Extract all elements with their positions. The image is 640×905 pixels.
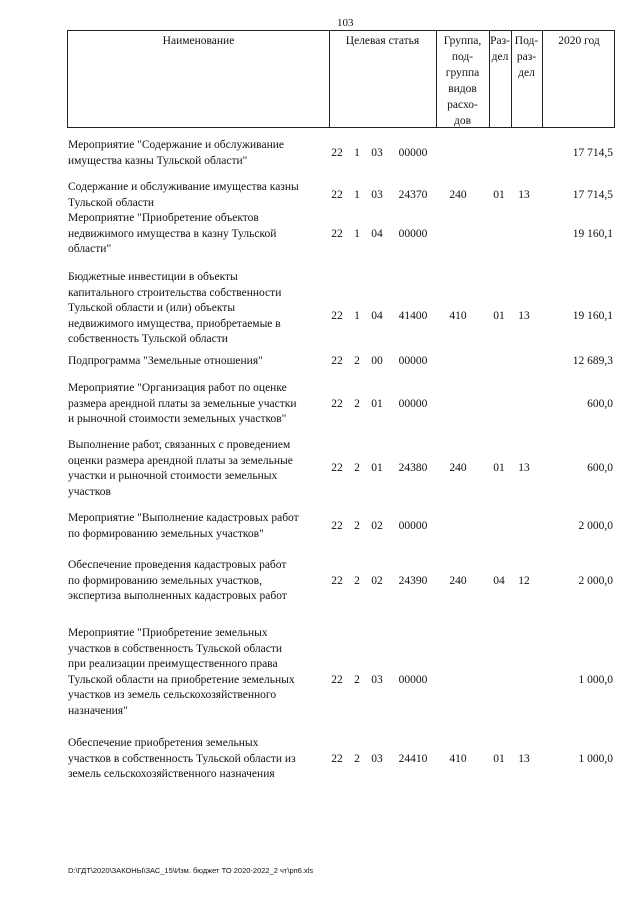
target-code-1: 22 bbox=[331, 574, 343, 587]
target-code-1: 22 bbox=[331, 462, 343, 475]
row-name-line: области" bbox=[68, 243, 112, 255]
target-code-4: 41400 bbox=[398, 309, 428, 322]
row-name-line: Тульской области и (или) объекты bbox=[68, 302, 236, 314]
row-name bbox=[68, 180, 326, 211]
row-name-line: капитального строительства собственности bbox=[68, 286, 282, 299]
target-code-2: 2 bbox=[354, 574, 360, 587]
section-code: 01 bbox=[493, 309, 505, 322]
section-code: 01 bbox=[493, 462, 505, 475]
amount-2020: 2 000,0 bbox=[578, 574, 613, 587]
row-name-line: Мероприятие "Организация работ по оценке bbox=[68, 382, 287, 394]
target-code-4: 24410 bbox=[398, 752, 428, 765]
target-code-3: 02 bbox=[371, 574, 383, 587]
amount-2020: 19 160,1 bbox=[572, 227, 613, 240]
header-year: 2020 год bbox=[558, 35, 600, 47]
target-code-4: 00000 bbox=[398, 355, 428, 367]
target-code-3: 03 bbox=[371, 146, 383, 159]
target-code-1: 22 bbox=[331, 188, 343, 201]
row-name-line: участков в собственность Тульской области bbox=[68, 642, 283, 655]
row-name-line: недвижимого имущества в казну Тульской bbox=[68, 227, 277, 240]
target-code-3: 04 bbox=[371, 227, 383, 240]
target-code-1: 22 bbox=[331, 355, 343, 367]
target-code-1: 22 bbox=[331, 146, 343, 159]
row-name-line: земель сельскохозяйственного назначения bbox=[68, 768, 275, 780]
row-name bbox=[68, 736, 326, 783]
row-name-line: назначения" bbox=[68, 704, 128, 717]
row-name bbox=[68, 438, 326, 500]
target-code-3: 01 bbox=[371, 462, 383, 475]
row-name-line: Содержание и обслуживание имущества казны bbox=[68, 181, 299, 193]
file-path-footer: D:\ГДТ\2020\ЗАКОНЫ\ЗАС_15\Изм. бюджет ТО 2020-2022_2 чт\рп6.xls bbox=[68, 866, 314, 875]
target-code-1: 22 bbox=[331, 673, 343, 686]
page-number: 103 bbox=[337, 17, 354, 29]
row-name-line: размера арендной платы за земельные участки bbox=[68, 397, 297, 410]
amount-2020: 1 000,0 bbox=[578, 673, 613, 686]
row-name-line: участков bbox=[68, 485, 111, 498]
row-name-line: по формированию земельных участков" bbox=[68, 527, 264, 540]
row-name bbox=[68, 270, 326, 348]
row-name bbox=[68, 511, 326, 542]
target-code-2: 2 bbox=[354, 355, 360, 367]
row-name-line: участков из земель сельскохозяйственного bbox=[68, 689, 277, 701]
row-name-line: собственность Тульской области bbox=[68, 333, 228, 345]
target-code-3: 03 bbox=[371, 673, 383, 686]
amount-2020: 17 714,5 bbox=[572, 188, 613, 201]
amount-2020: 17 714,5 bbox=[572, 146, 613, 159]
target-code-2: 1 bbox=[354, 309, 360, 322]
group-code: 410 bbox=[449, 309, 467, 322]
row-name-line: Обеспечение проведения кадастровых работ bbox=[68, 559, 287, 571]
row-name-line: Мероприятие "Приобретение объектов bbox=[68, 212, 259, 224]
target-code-1: 22 bbox=[331, 752, 343, 765]
row-name-line: Мероприятие "Приобретение земельных bbox=[68, 627, 268, 639]
target-code-3: 00 bbox=[371, 355, 383, 367]
row-name-line: Подпрограмма "Земельные отношения" bbox=[68, 355, 263, 367]
target-code-3: 02 bbox=[371, 519, 383, 532]
row-name bbox=[68, 354, 326, 370]
amount-2020: 1 000,0 bbox=[578, 752, 613, 765]
row-name-line: Мероприятие "Выполнение кадастровых работ bbox=[68, 512, 299, 524]
target-code-3: 01 bbox=[371, 397, 383, 410]
group-code: 240 bbox=[449, 574, 467, 587]
row-name-line: Обеспечение приобретения земельных bbox=[68, 737, 259, 749]
header-name: Наименование bbox=[162, 35, 235, 47]
target-code-2: 1 bbox=[354, 146, 360, 159]
row-name-line: экспертиза выполненных кадастровых работ bbox=[68, 590, 287, 602]
group-code: 410 bbox=[449, 752, 467, 765]
target-code-1: 22 bbox=[331, 309, 343, 322]
row-name bbox=[68, 138, 326, 169]
target-code-3: 03 bbox=[371, 752, 383, 765]
row-name-line: Тульской области на приобретение земельных bbox=[68, 673, 295, 686]
row-name-line: участков в собственность Тульской области из bbox=[68, 752, 296, 765]
header-group: Группа, под- группа видов расхо- дов bbox=[443, 35, 482, 127]
target-code-4: 24390 bbox=[398, 574, 428, 587]
target-code-4: 00000 bbox=[398, 146, 428, 159]
row-name-line: и рыночной стоимости земельных участков" bbox=[68, 413, 287, 425]
target-code-2: 2 bbox=[354, 519, 360, 532]
row-name bbox=[68, 626, 326, 719]
row-name-line: недвижимого имущества, приобретаемые в bbox=[68, 317, 281, 330]
row-name-line: участки и рыночной стоимости земельных bbox=[68, 470, 278, 482]
subsection-code: 13 bbox=[518, 309, 530, 322]
section-code: 01 bbox=[493, 188, 505, 201]
target-code-3: 04 bbox=[371, 309, 383, 322]
amount-2020: 2 000,0 bbox=[578, 519, 613, 532]
section-code: 01 bbox=[493, 752, 505, 765]
subsection-code: 12 bbox=[518, 574, 530, 587]
target-code-2: 2 bbox=[354, 462, 360, 475]
header-section: Раз- дел bbox=[490, 35, 510, 63]
target-code-2: 2 bbox=[354, 397, 360, 410]
target-code-1: 22 bbox=[331, 397, 343, 410]
target-code-2: 1 bbox=[354, 227, 360, 240]
header-target: Целевая статья bbox=[345, 35, 420, 47]
subsection-code: 13 bbox=[518, 752, 530, 765]
target-code-2: 1 bbox=[354, 188, 360, 201]
target-code-4: 00000 bbox=[398, 519, 428, 532]
header-subsection: Под- раз- дел bbox=[514, 35, 539, 79]
row-name bbox=[68, 381, 326, 428]
row-name-line: Бюджетные инвестиции в объекты bbox=[68, 271, 238, 283]
row-name-line: оценки размера арендной платы за земельные bbox=[68, 454, 293, 467]
target-code-1: 22 bbox=[331, 519, 343, 532]
target-code-2: 2 bbox=[354, 673, 360, 686]
target-code-2: 2 bbox=[354, 752, 360, 765]
target-code-4: 24380 bbox=[398, 462, 428, 475]
subsection-code: 13 bbox=[518, 462, 530, 475]
target-code-4: 00000 bbox=[398, 397, 428, 410]
row-name bbox=[68, 558, 326, 605]
row-name-line: Тульской области bbox=[68, 196, 155, 209]
target-code-4: 24370 bbox=[398, 188, 428, 201]
target-code-3: 03 bbox=[371, 188, 383, 201]
table-header bbox=[67, 30, 615, 128]
row-name-line: по формированию земельных участков, bbox=[68, 574, 262, 587]
row-name-line: при реализации преимущественного права bbox=[68, 658, 278, 670]
amount-2020: 19 160,1 bbox=[572, 309, 613, 322]
row-name-line: имущества казны Тульской области" bbox=[68, 154, 248, 167]
group-code: 240 bbox=[449, 462, 467, 475]
amount-2020: 600,0 bbox=[587, 397, 613, 410]
row-name bbox=[68, 211, 326, 258]
subsection-code: 13 bbox=[518, 188, 530, 201]
row-name-line: Выполнение работ, связанных с проведением bbox=[68, 439, 291, 451]
group-code: 240 bbox=[449, 188, 467, 201]
amount-2020: 600,0 bbox=[587, 462, 613, 475]
amount-2020: 12 689,3 bbox=[572, 355, 613, 367]
row-name-line: Мероприятие "Содержание и обслуживание bbox=[68, 139, 284, 151]
target-code-1: 22 bbox=[331, 227, 343, 240]
target-code-4: 00000 bbox=[398, 673, 428, 686]
target-code-4: 00000 bbox=[398, 227, 428, 240]
section-code: 04 bbox=[493, 574, 505, 587]
